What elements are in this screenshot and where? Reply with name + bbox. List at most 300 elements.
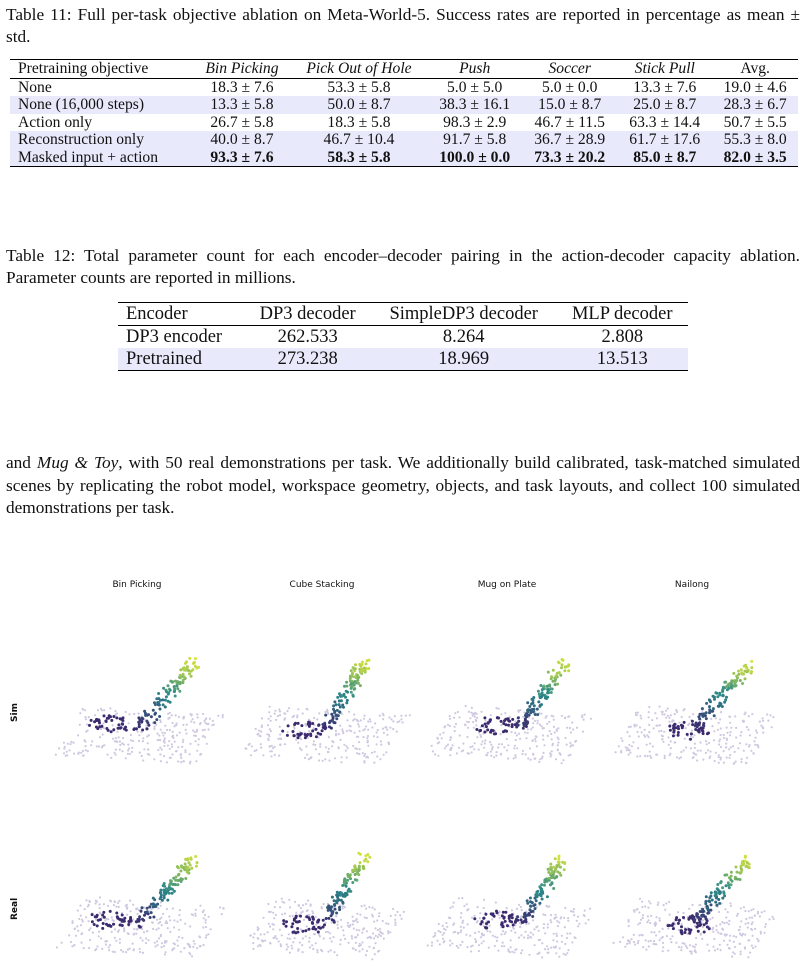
arm-point	[730, 871, 733, 874]
arm-point	[367, 667, 370, 670]
table-point	[193, 940, 195, 942]
arm-point	[741, 862, 744, 865]
figure-column-title: Nailong	[674, 580, 710, 590]
table-point	[713, 739, 715, 741]
arm-point	[525, 713, 528, 716]
table-point	[110, 757, 112, 759]
arm-point	[739, 872, 742, 875]
table-point	[322, 760, 324, 762]
table-point	[317, 951, 319, 953]
table-point	[556, 940, 558, 942]
object-point	[502, 917, 505, 920]
table-point	[367, 720, 369, 722]
table-point	[642, 914, 644, 916]
arm-point	[739, 679, 742, 682]
table-point	[128, 722, 130, 724]
table-point	[385, 726, 387, 728]
table-point	[167, 718, 169, 720]
arm-point	[708, 900, 711, 903]
table-point	[153, 728, 155, 730]
table-point	[727, 911, 729, 913]
table12-row	[118, 348, 688, 371]
table-point	[161, 748, 163, 750]
arm-point	[356, 679, 359, 682]
table-point	[255, 749, 257, 751]
table-point	[626, 943, 628, 945]
table-point	[675, 709, 677, 711]
table-point	[473, 713, 475, 715]
table-point	[550, 733, 552, 735]
arm-point	[701, 908, 704, 911]
table-point	[701, 938, 703, 940]
table-point	[651, 719, 653, 721]
table-point	[152, 928, 154, 930]
table12-header: SimpleDP3 decoder	[371, 303, 557, 326]
table-point	[718, 754, 720, 756]
table-point	[492, 935, 494, 937]
table-point	[74, 927, 76, 929]
table-point	[174, 943, 176, 945]
object-point	[121, 914, 124, 917]
table-point	[73, 742, 75, 744]
table-point	[294, 901, 296, 903]
table-point	[554, 917, 556, 919]
table-point	[182, 760, 184, 762]
table-point	[84, 709, 86, 711]
object-point	[669, 729, 672, 732]
object-point	[684, 931, 687, 934]
table-point	[172, 907, 174, 909]
table-point	[160, 901, 162, 903]
table-point	[660, 730, 662, 732]
table-point	[452, 744, 454, 746]
arm-point	[195, 865, 198, 868]
arm-point	[332, 704, 335, 707]
table-point	[658, 931, 660, 933]
table-point	[306, 925, 308, 927]
table-point	[329, 937, 331, 939]
table-point	[514, 732, 516, 734]
arm-point	[728, 886, 731, 889]
table11-cell: 53.3 ± 5.8	[327, 78, 391, 96]
table-point	[646, 755, 648, 757]
table-point	[720, 746, 722, 748]
arm-point	[165, 689, 168, 692]
table-point	[196, 730, 198, 732]
table-point	[353, 927, 355, 929]
table-point	[358, 945, 360, 947]
table-point	[469, 935, 471, 937]
table-point	[466, 736, 468, 738]
table-point	[169, 729, 171, 731]
table-point	[160, 729, 162, 731]
table-point	[164, 942, 166, 944]
paragraph-pre: and	[6, 453, 37, 472]
table-point	[356, 913, 358, 915]
arm-point	[184, 858, 187, 861]
table-point	[166, 729, 168, 731]
table-point	[475, 720, 477, 722]
table-point	[636, 755, 638, 757]
arm-point	[330, 914, 333, 917]
table-point	[632, 741, 634, 743]
table-point	[680, 756, 682, 758]
table-point	[56, 946, 58, 948]
table-point	[146, 930, 148, 932]
arm-point	[525, 725, 528, 728]
table-point	[665, 902, 667, 904]
object-point	[109, 910, 112, 913]
arm-point	[348, 890, 351, 893]
object-point	[119, 726, 122, 729]
table-point	[344, 906, 346, 908]
table-point	[500, 724, 502, 726]
table-point	[162, 734, 164, 736]
table-point	[352, 745, 354, 747]
table-point	[120, 949, 122, 951]
table-point	[473, 748, 475, 750]
figure-row-label: Real	[10, 897, 20, 920]
object-point	[300, 732, 303, 735]
arm-point	[516, 915, 519, 918]
table-point	[400, 715, 402, 717]
table-point	[583, 719, 585, 721]
table-point	[279, 744, 281, 746]
table-point	[733, 941, 735, 943]
table-point	[160, 905, 162, 907]
table-point	[115, 749, 117, 751]
arm-point	[563, 669, 566, 672]
table-point	[473, 727, 475, 729]
table-point	[270, 730, 272, 732]
table-point	[550, 914, 552, 916]
table-point	[534, 738, 536, 740]
arm-point	[153, 898, 156, 901]
table-point	[757, 746, 759, 748]
table-point	[733, 935, 735, 937]
arm-point	[197, 666, 200, 669]
arm-point	[541, 898, 544, 901]
table-point	[667, 736, 669, 738]
arm-point	[694, 728, 697, 731]
table-point	[343, 744, 345, 746]
table-point	[83, 739, 85, 741]
table-point	[272, 923, 274, 925]
arm-point	[721, 897, 724, 900]
table-point	[274, 713, 276, 715]
table-point	[315, 924, 317, 926]
table-point	[223, 908, 225, 910]
table-point	[139, 752, 141, 754]
table-point	[328, 736, 330, 738]
table-point	[639, 755, 641, 757]
table-point	[163, 945, 165, 947]
arm-point	[168, 887, 171, 890]
table-point	[292, 915, 294, 917]
table-point	[542, 727, 544, 729]
table-point	[212, 720, 214, 722]
table-point	[252, 936, 254, 938]
table-point	[209, 718, 211, 720]
table-point	[533, 928, 535, 930]
table-point	[441, 737, 443, 739]
table11-row	[10, 131, 798, 149]
object-point	[500, 923, 503, 926]
arm-point	[334, 908, 337, 911]
object-point	[708, 927, 711, 930]
table-point	[274, 935, 276, 937]
table-point	[434, 753, 436, 755]
table-point	[81, 932, 83, 934]
table-point	[718, 743, 720, 745]
arm-point	[543, 884, 546, 887]
table-point	[125, 951, 127, 953]
object-point	[686, 733, 689, 736]
table-point	[655, 943, 657, 945]
table-point	[289, 938, 291, 940]
table-point	[366, 950, 368, 952]
table-point	[730, 905, 732, 907]
table-point	[483, 934, 485, 936]
point-cloud-figure	[0, 580, 804, 968]
object-point	[483, 731, 486, 734]
table-point	[328, 759, 330, 761]
table-point	[556, 935, 558, 937]
table-point	[151, 908, 153, 910]
table11-cell: None	[18, 78, 52, 96]
table-point	[719, 923, 721, 925]
table-point	[267, 931, 269, 933]
table-point	[66, 751, 68, 753]
table-point	[536, 722, 538, 724]
body-paragraph	[6, 452, 800, 520]
table-point	[674, 741, 676, 743]
table-point	[760, 725, 762, 727]
table-point	[718, 722, 720, 724]
object-point	[297, 736, 300, 739]
table-point	[131, 747, 133, 749]
table-point	[199, 905, 201, 907]
table-point	[474, 932, 476, 934]
table-point	[762, 727, 764, 729]
table-point	[277, 738, 279, 740]
table-point	[125, 711, 127, 713]
arm-point	[150, 903, 153, 906]
table-point	[712, 917, 714, 919]
table-point	[252, 948, 254, 950]
table-point	[496, 936, 498, 938]
table11-cell: 19.0 ± 4.6	[723, 78, 787, 96]
table-point	[458, 897, 460, 899]
arm-point	[154, 905, 157, 908]
arm-point	[363, 859, 366, 862]
table-point	[754, 744, 756, 746]
table-point	[87, 750, 89, 752]
table-point	[648, 736, 650, 738]
table-point	[458, 716, 460, 718]
table-point	[503, 945, 505, 947]
table-point	[695, 944, 697, 946]
table-point	[156, 944, 158, 946]
table-point	[169, 712, 171, 714]
table-point	[272, 928, 274, 930]
table-point	[640, 715, 642, 717]
table-point	[182, 741, 184, 743]
arm-point	[562, 659, 565, 662]
table-point	[628, 744, 630, 746]
table-point	[471, 917, 473, 919]
table-point	[635, 909, 637, 911]
arm-point	[148, 906, 151, 909]
table-point	[449, 917, 451, 919]
arm-point	[191, 668, 194, 671]
table-point	[551, 750, 553, 752]
arm-point	[696, 926, 699, 929]
table-point	[626, 731, 628, 733]
arm-point	[182, 679, 185, 682]
table-point	[719, 718, 721, 720]
table-point	[318, 753, 320, 755]
table-point	[363, 904, 365, 906]
table-point	[687, 724, 689, 726]
table-point	[342, 907, 344, 909]
table-point	[566, 937, 568, 939]
table-point	[525, 737, 527, 739]
table-point	[325, 931, 327, 933]
object-point	[684, 928, 687, 931]
table-point	[452, 924, 454, 926]
table-point	[725, 935, 727, 937]
table-point	[355, 949, 357, 951]
table-point	[527, 728, 529, 730]
table-point	[382, 713, 384, 715]
arm-point	[531, 701, 534, 704]
table-point	[399, 914, 401, 916]
table-point	[106, 754, 108, 756]
arm-point	[737, 673, 740, 676]
table-point	[182, 739, 184, 741]
table12-cell: Pretrained	[118, 348, 244, 371]
table-point	[182, 724, 184, 726]
arm-point	[362, 865, 365, 868]
arm-point	[150, 715, 153, 718]
table-point	[257, 926, 259, 928]
table-point	[371, 726, 373, 728]
table-point	[676, 711, 678, 713]
table-point	[115, 737, 117, 739]
object-point	[295, 915, 298, 918]
table-point	[269, 745, 271, 747]
table-point	[474, 716, 476, 718]
table11-cell: 25.0 ± 8.7	[617, 96, 712, 114]
table-point	[633, 941, 635, 943]
arm-point	[190, 867, 193, 870]
table-point	[536, 745, 538, 747]
table-point	[153, 758, 155, 760]
table-point	[363, 718, 365, 720]
table-point	[514, 754, 516, 756]
table-point	[142, 952, 144, 954]
table-point	[668, 717, 670, 719]
table-point	[558, 738, 560, 740]
table-point	[379, 715, 381, 717]
table-point	[589, 908, 591, 910]
table-point	[633, 934, 635, 936]
table-point	[541, 725, 543, 727]
table-point	[348, 942, 350, 944]
table-point	[667, 715, 669, 717]
arm-point	[556, 870, 559, 873]
table-point	[279, 733, 281, 735]
table-point	[306, 708, 308, 710]
table-point	[98, 935, 100, 937]
table11-caption: Table 11: Full per-task objective ablation on Meta-World-5. Success rates are reported in percentage as mean ± std.	[6, 5, 800, 46]
table-point	[137, 731, 139, 733]
arm-point	[196, 861, 199, 864]
table-point	[538, 930, 540, 932]
arm-point	[331, 918, 334, 921]
table-point	[486, 930, 488, 932]
arm-point	[540, 894, 543, 897]
table-point	[468, 753, 470, 755]
table-point	[264, 940, 266, 942]
table-point	[348, 926, 350, 928]
table-point	[80, 752, 82, 754]
table-point	[387, 742, 389, 744]
table-point	[75, 935, 77, 937]
arm-point	[548, 877, 551, 880]
arm-point	[343, 881, 346, 884]
arm-point	[138, 915, 141, 918]
table-point	[644, 755, 646, 757]
table-point	[260, 747, 262, 749]
arm-point	[714, 894, 717, 897]
table-point	[139, 951, 141, 953]
arm-point	[321, 723, 324, 726]
table-point	[327, 751, 329, 753]
table-point	[276, 938, 278, 940]
table-point	[654, 712, 656, 714]
object-point	[315, 728, 318, 731]
table-point	[382, 933, 384, 935]
table-point	[352, 923, 354, 925]
table-point	[205, 937, 207, 939]
table-point	[498, 743, 500, 745]
table-point	[141, 755, 143, 757]
table-point	[299, 737, 301, 739]
table-point	[168, 740, 170, 742]
table-point	[135, 933, 137, 935]
table-point	[199, 936, 201, 938]
table-point	[269, 706, 271, 708]
table-point	[99, 896, 101, 898]
arm-point	[725, 696, 728, 699]
object-point	[668, 725, 671, 728]
arm-point	[701, 707, 704, 710]
table-point	[652, 745, 654, 747]
table-point	[460, 926, 462, 928]
table-point	[359, 950, 361, 952]
table-point	[169, 919, 171, 921]
table-point	[371, 752, 373, 754]
table-point	[268, 923, 270, 925]
table-point	[261, 939, 263, 941]
table-point	[153, 726, 155, 728]
table-point	[66, 754, 68, 756]
table-point	[662, 936, 664, 938]
table-point	[650, 915, 652, 917]
arm-point	[328, 721, 331, 724]
